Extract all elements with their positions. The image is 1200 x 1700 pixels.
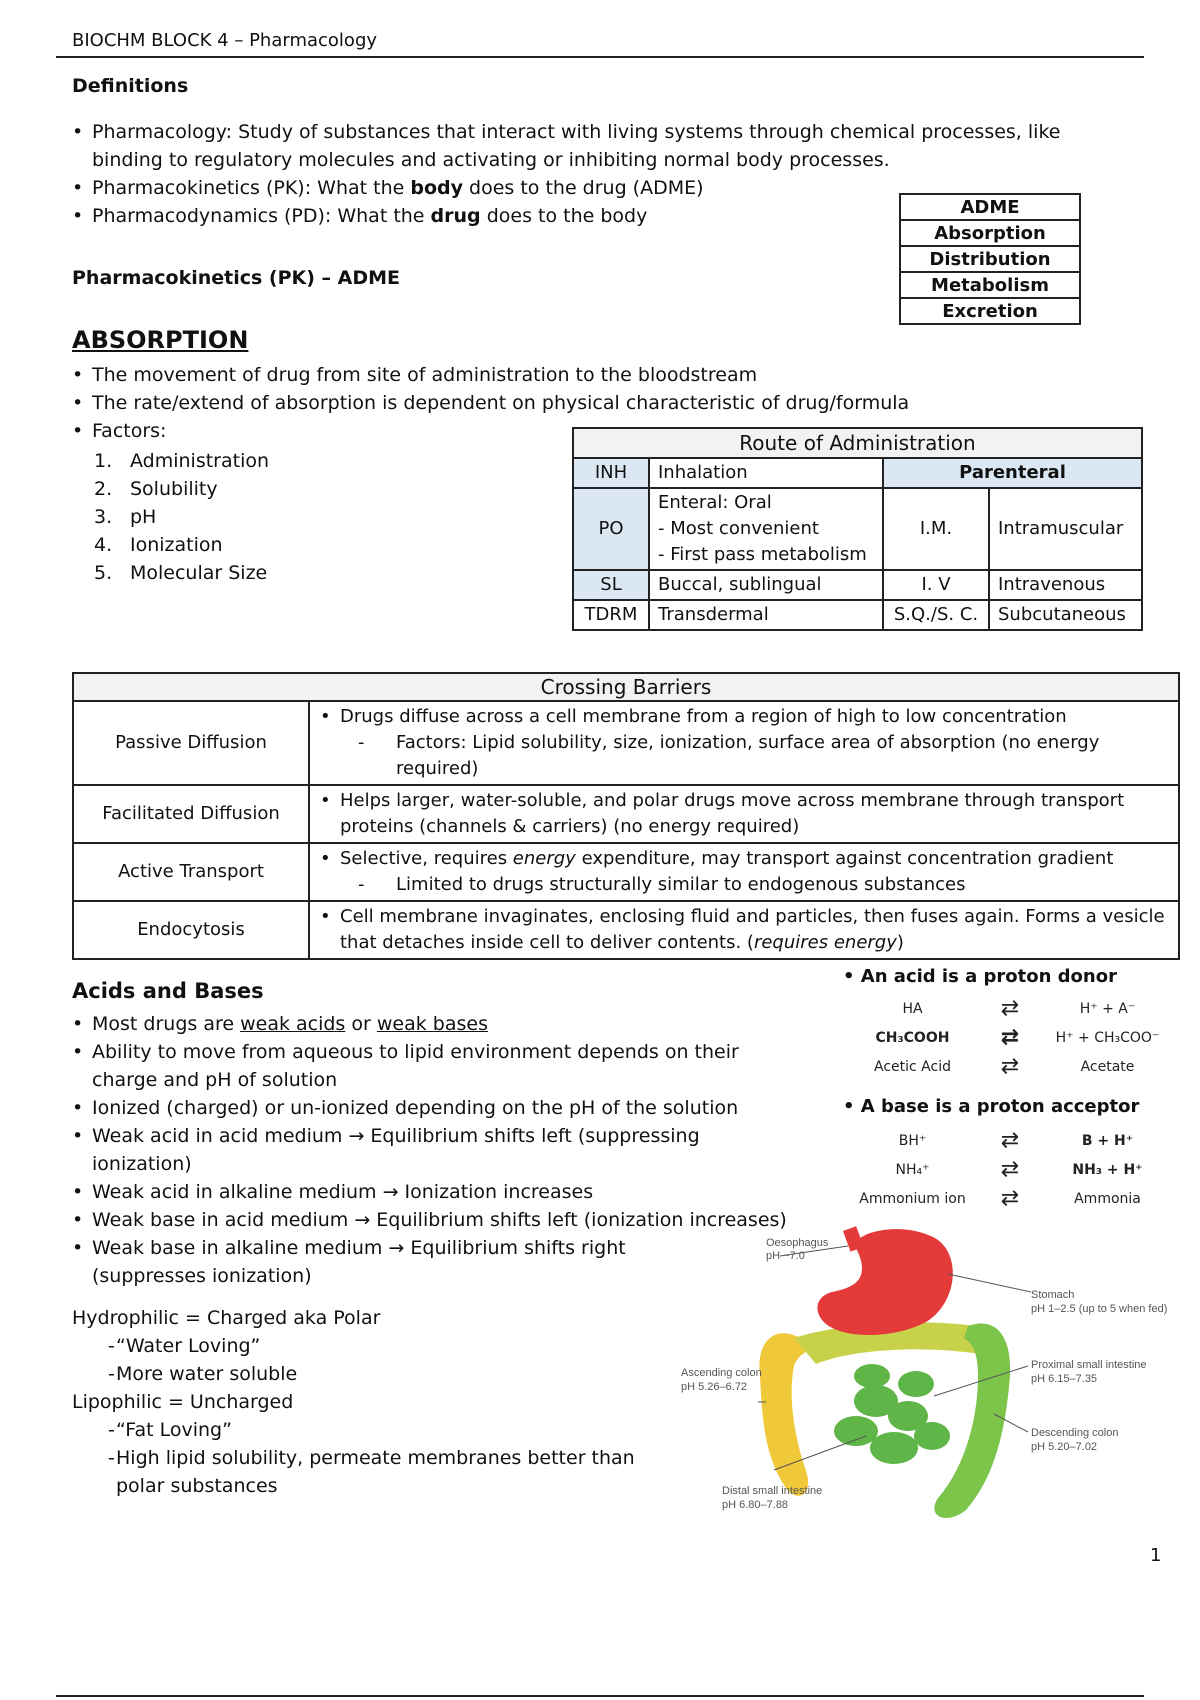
distal-intestine-label: Distal small intestine [722, 1485, 823, 1497]
adme-cell: Metabolism [900, 272, 1080, 298]
lipophilic-item: - “Fat Loving” [72, 1416, 672, 1444]
definitions-heading: Definitions [72, 75, 189, 97]
acid-base-bullet: • Ability to move from aqueous to lipid environment depends on their charge and pH of solution [70, 1038, 790, 1094]
factor-item: 2. Solubility [94, 478, 218, 500]
equilibrium-arrow-icon: ⇄ [1000, 1186, 1020, 1211]
crossing-label: Active Transport [73, 843, 309, 901]
base-equation-row: BH⁺ ⇄ B + H⁺ [898, 1128, 1134, 1153]
definition-pharmacology: • Pharmacology: Study of substances that interact with living systems through chemical processes, like binding to regulatory molecules and activating or inhibiting normal body processes. [70, 118, 1110, 174]
route-desc: Buccal, sublingual [649, 570, 883, 600]
route-abbr: I. V [883, 570, 989, 600]
acid-base-bullet: • Weak base in acid medium → Equilibrium shifts left (ionization increases) [70, 1206, 790, 1234]
route-desc: Intravenous [989, 570, 1142, 600]
absorption-bullet: • The rate/extend of absorption is dependent on physical characteristic of drug/formula [70, 389, 950, 417]
route-desc: Intramuscular [989, 488, 1142, 570]
equilibrium-arrow-icon: ⇄ [1000, 996, 1020, 1021]
factor-item: 3. pH [94, 506, 157, 528]
crossing-desc: • Selective, requires energy expenditure, may transport against concentration gradient - Limited to drugs structurally similar to endogenous substances [309, 843, 1179, 901]
route-abbr: S.Q./S. C. [883, 600, 989, 630]
equilibrium-arrow-icon: ⇄ [1000, 1054, 1020, 1079]
factor-item: 5. Molecular Size [94, 562, 268, 584]
acid-equation-row: HA ⇄ H⁺ + A⁻ [902, 996, 1136, 1021]
base-equation-row: Ammonium ion ⇄ Ammonia [859, 1186, 1141, 1211]
acid-equation-row: Acetic Acid ⇄ Acetate [874, 1054, 1135, 1079]
page-number: 1 [1150, 1545, 1162, 1566]
factors-list [94, 447, 334, 587]
document-header: BIOCHM BLOCK 4 – Pharmacology [72, 30, 378, 51]
stomach-shape [817, 1229, 952, 1335]
hydrophilic-item: - More water soluble [72, 1360, 672, 1388]
acid-equation-row: CH₃COOH ⇄ H⁺ + CH₃COO⁻ [875, 1025, 1160, 1050]
descending-colon-label: Descending colon [1031, 1427, 1119, 1439]
route-desc: Transdermal [649, 600, 883, 630]
base-equation-row: NH₄⁺ ⇄ NH₃ + H⁺ [895, 1157, 1143, 1182]
absorption-heading: ABSORPTION [72, 326, 249, 354]
small-intestine-shape [834, 1364, 950, 1464]
lipophilic-def: Lipophilic = Uncharged [72, 1391, 294, 1413]
acid-base-bullet: • Weak acid in alkaline medium → Ionization increases [70, 1178, 790, 1206]
lipophilic-list [72, 1416, 672, 1500]
proximal-intestine-label: Proximal small intestine [1031, 1359, 1147, 1371]
base-definition-title: • A base is a proton acceptor [843, 1096, 1140, 1117]
adme-cell: ADME [900, 194, 1080, 220]
adme-table [899, 193, 1081, 325]
pk-heading: Pharmacokinetics (PK) – ADME [72, 267, 401, 289]
equilibrium-arrow-icon: ⇄ [1000, 1128, 1020, 1153]
oesophagus-label: Oesophagus [766, 1237, 829, 1249]
route-abbr: I.M. [883, 488, 989, 570]
acid-base-bullet: • Most drugs are weak acids or weak bases [70, 1010, 790, 1038]
crossing-desc: • Drugs diffuse across a cell membrane from a region of high to low concentration - Factors: Lipid solubility, size, ionization, surface area of absorption (no energy required) [309, 701, 1179, 785]
crossing-label: Facilitated Diffusion [73, 785, 309, 843]
factor-item: 4. Ionization [94, 534, 223, 556]
acid-base-bullet: • Weak acid in acid medium → Equilibrium shifts left (suppressing ionization) [70, 1122, 790, 1178]
crossing-barriers-table [72, 672, 1180, 960]
lipophilic-item: - High lipid solubility, permeate membranes better than polar substances [72, 1444, 636, 1500]
equilibrium-arrow-icon: ⇄ [1000, 1025, 1020, 1050]
footer-rule [56, 1695, 1144, 1697]
route-abbr: SL [573, 570, 649, 600]
definition-pk: • Pharmacokinetics (PK): What the body does to the drug (ADME) [70, 174, 1110, 202]
ascending-colon-label: Ascending colon [681, 1367, 762, 1379]
stomach-label: Stomach [1031, 1289, 1075, 1301]
route-desc: Inhalation [649, 458, 883, 488]
factor-item: 1. Administration [94, 450, 270, 472]
acid-base-bullet: • Ionized (charged) or un-ionized depending on the pH of the solution [70, 1094, 790, 1122]
route-desc: Enteral: Oral - Most convenient - First pass metabolism [649, 488, 883, 570]
definition-pd: • Pharmacodynamics (PD): What the drug does to the body [70, 202, 1110, 230]
svg-text:pH 5.26–6.72: pH 5.26–6.72 [681, 1381, 748, 1393]
crossing-desc: • Cell membrane invaginates, enclosing fluid and particles, then fuses again. Forms a vesicle that detaches inside cell to deliver contents. (requires energy) [309, 901, 1179, 959]
adme-cell: Distribution [900, 246, 1080, 272]
adme-cell: Absorption [900, 220, 1080, 246]
crossing-label: Passive Diffusion [73, 701, 309, 785]
adme-cell: Excretion [900, 298, 1080, 324]
acids-bases-heading: Acids and Bases [72, 979, 264, 1003]
route-table [572, 427, 1143, 631]
philic-section [72, 1304, 672, 1500]
parenteral-header: Parenteral [883, 458, 1142, 488]
route-abbr: TDRM [573, 600, 649, 630]
svg-text:pH ~7.0: pH ~7.0 [766, 1250, 805, 1262]
equilibrium-arrow-icon: ⇄ [1000, 1157, 1020, 1182]
header-rule [56, 56, 1144, 58]
crossing-table-caption: Crossing Barriers [73, 673, 1179, 701]
acid-base-bullet: • Weak base in alkaline medium → Equilibrium shifts right (suppresses ionization) [70, 1234, 632, 1290]
hydrophilic-def: Hydrophilic = Charged aka Polar [72, 1307, 381, 1329]
route-abbr: INH [573, 458, 649, 488]
crossing-desc: • Helps larger, water-soluble, and polar drugs move across membrane through transport proteins (channels & carriers) (no energy required) [309, 785, 1179, 843]
hydrophilic-list [72, 1332, 672, 1388]
hydrophilic-item: - “Water Loving” [72, 1332, 672, 1360]
absorption-bullet: • Factors: [70, 417, 950, 445]
crossing-label: Endocytosis [73, 901, 309, 959]
svg-text:pH 5.20–7.02: pH 5.20–7.02 [1031, 1441, 1098, 1453]
absorption-bullet: • The movement of drug from site of administration to the bloodstream [70, 361, 950, 389]
route-table-caption: Route of Administration [573, 428, 1142, 458]
svg-text:pH 1–2.5 (up to 5 when fed): pH 1–2.5 (up to 5 when fed) [1031, 1303, 1168, 1315]
acid-definition-title: • An acid is a proton donor [843, 966, 1117, 987]
route-desc: Subcutaneous [989, 600, 1142, 630]
svg-text:pH 6.15–7.35: pH 6.15–7.35 [1031, 1373, 1098, 1385]
svg-text:pH 6.80–7.88: pH 6.80–7.88 [722, 1499, 789, 1511]
gi-tract-diagram [676, 1226, 1191, 1526]
route-abbr: PO [573, 488, 649, 570]
